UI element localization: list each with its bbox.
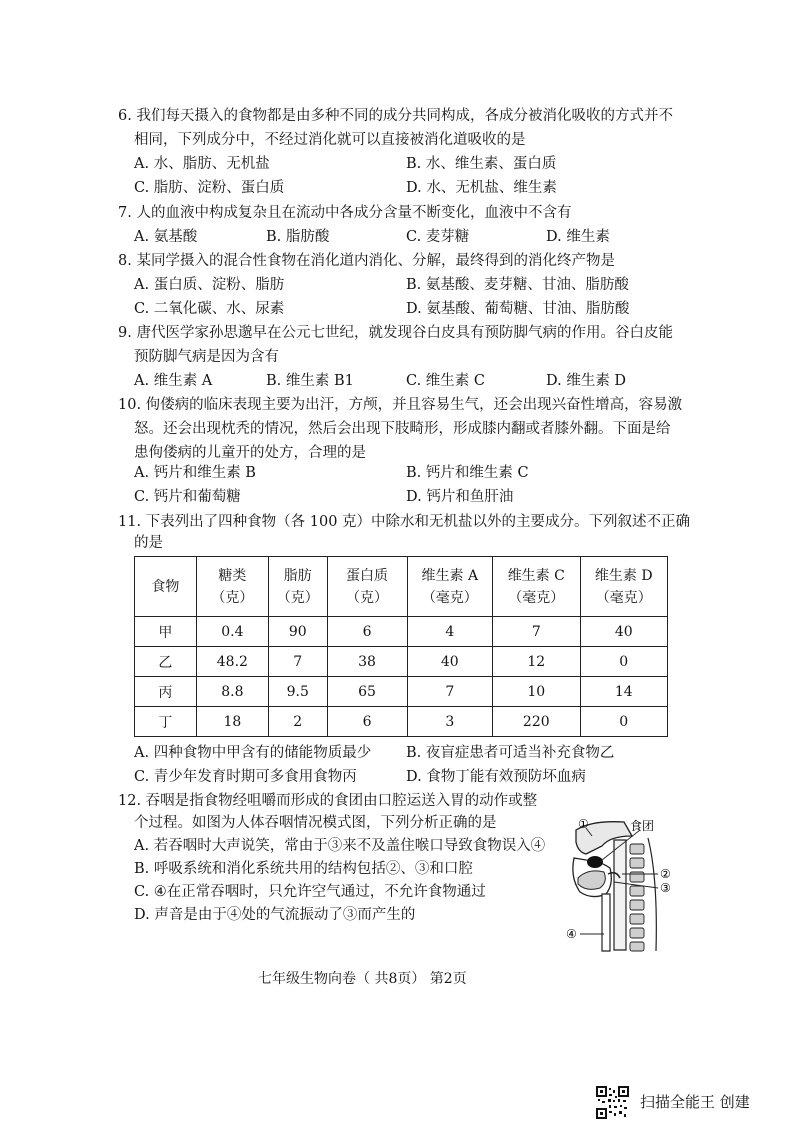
q11-option-d: D. 食物丁能有效预防坏血病 [406, 769, 586, 785]
qr-code-icon [596, 1086, 629, 1119]
table-cell: 220 [493, 707, 580, 737]
q6-stem-line1: 6. 我们每天摄入的食物都是由多种不同的成分共同构成，各成分被消化吸收的方式并不 [118, 108, 673, 124]
q8-option-b: B. 氨基酸、麦芽糖、甘油、脂肪酸 [406, 277, 629, 293]
table-cell: 8.8 [196, 677, 268, 707]
q12-option-a: A. 若吞咽时大声说笑，常由于③来不及盖住喉口导致食物误入④ [134, 838, 546, 854]
table-cell: 14 [580, 677, 668, 707]
q7-option-a: A. 氨基酸 [134, 229, 198, 245]
q11-option-a: A. 四种食物中甲含有的储能物质最少 [134, 745, 372, 761]
table-header-cell: 维生素 A （毫克） [407, 557, 493, 617]
q11-stem-line2: 的是 [134, 535, 163, 551]
table-cell: 0.4 [196, 617, 268, 647]
q7-option-b: B. 脂肪酸 [266, 229, 330, 245]
scanner-watermark: 扫描全能王 创建 [640, 1093, 750, 1111]
q7-option-d: D. 维生素 [546, 229, 610, 245]
q10-option-a: A. 钙片和维生素 B [134, 465, 256, 481]
table-cell: 乙 [135, 647, 197, 677]
vertebrae [630, 844, 644, 951]
q8-option-d: D. 氨基酸、葡萄糖、甘油、脂肪酸 [406, 301, 630, 317]
table-cell: 6 [327, 617, 407, 647]
q6-option-b: B. 水、维生素、蛋白质 [406, 156, 557, 172]
q6-option-c: C. 脂肪、淀粉、蛋白质 [134, 180, 285, 196]
q12-option-c: C. ④在正常吞咽时，只允许空气通过，不允许食物通过 [134, 884, 486, 900]
q10-stem-line1: 10. 佝偻病的临床表现主要为出汗，方颅，并且容易生气，还会出现兴奋性增高，容易激 [118, 397, 683, 413]
table-cell: 丙 [135, 677, 197, 707]
table-cell: 4 [407, 617, 493, 647]
food-composition-table [134, 556, 668, 737]
q10-option-b: B. 钙片和维生素 C [406, 465, 529, 481]
table-cell: 10 [493, 677, 580, 707]
table-header-cell: 食物 [135, 557, 197, 617]
q9-option-c: C. 维生素 C [406, 373, 485, 389]
q6-stem-line2: 相同，下列成分中，不经过消化就可以直接被消化道吸收的是 [134, 132, 526, 148]
table-cell: 65 [327, 677, 407, 707]
q11-option-c: C. 青少年发育时期可多食用食物丙 [134, 769, 357, 785]
table-cell: 90 [268, 617, 327, 647]
q9-option-d: D. 维生素 D [546, 373, 627, 389]
table-cell: 18 [196, 707, 268, 737]
q9-stem-line2: 预防脚气病是因为含有 [134, 349, 279, 365]
trachea-shape [602, 894, 610, 951]
table-cell: 甲 [135, 617, 197, 647]
table-cell: 0 [580, 647, 668, 677]
table-header-cell: 脂肪 （克） [268, 557, 327, 617]
q7-option-c: C. 麦芽糖 [406, 229, 470, 245]
q7-stem-line1: 7. 人的血液中构成复杂且在流动中各成分含量不断变化，血液中不含有 [118, 205, 572, 221]
q12-stem-line2: 个过程。如图为人体吞咽情况模式图，下列分析正确的是 [134, 815, 497, 831]
pharynx-shape [614, 840, 626, 950]
q11-stem-line1: 11. 下表列出了四种食物（各 100 克）中除水和无机盐以外的主要成分。下列叙述不正确 [118, 514, 691, 530]
figure-label-1: ① [578, 818, 589, 831]
q9-option-b: B. 维生素 B1 [266, 373, 354, 389]
q10-option-d: D. 钙片和鱼肝油 [406, 489, 514, 505]
table-cell: 40 [580, 617, 668, 647]
figure-label-2: ② [660, 867, 671, 881]
food-bolus [587, 856, 603, 868]
table-header-row [135, 557, 668, 617]
table-header-cell: 维生素 D （毫克） [580, 557, 668, 617]
table-cell: 0 [580, 707, 668, 737]
q12-option-d: D. 声音是由于④处的气流振动了③而产生的 [134, 907, 416, 923]
page-footer: 七年级生物向卷（ 共8页） 第2页 [258, 971, 467, 987]
table-row [135, 707, 668, 737]
figure-label-4: ④ [566, 927, 577, 941]
swallowing-diagram [562, 818, 686, 952]
q12-option-b: B. 呼吸系统和消化系统共用的结构包括②、③和口腔 [134, 861, 473, 877]
table-cell: 丁 [135, 707, 197, 737]
table-cell: 7 [407, 677, 493, 707]
table-header-cell: 维生素 C （毫克） [493, 557, 580, 617]
table-row [135, 617, 668, 647]
table-cell: 2 [268, 707, 327, 737]
table-cell: 40 [407, 647, 493, 677]
q6-option-a: A. 水、脂肪、无机盐 [134, 156, 270, 172]
table-cell: 7 [493, 617, 580, 647]
table-cell: 3 [407, 707, 493, 737]
table-row [135, 677, 668, 707]
table-header-cell: 蛋白质 （克） [327, 557, 407, 617]
q12-stem-line1: 12. 吞咽是指食物经咀嚼而形成的食团由口腔运送入胃的动作或整 [118, 793, 538, 809]
table-cell: 38 [327, 647, 407, 677]
table-cell: 6 [327, 707, 407, 737]
table-cell: 12 [493, 647, 580, 677]
table-cell: 7 [268, 647, 327, 677]
q8-option-c: C. 二氧化碳、水、尿素 [134, 301, 285, 317]
table-header-cell: 糖类 （克） [196, 557, 268, 617]
q8-stem-line1: 8. 某同学摄入的混合性食物在消化道内消化、分解，最终得到的消化终产物是 [118, 253, 615, 269]
q9-stem-line1: 9. 唐代医学家孙思邈早在公元七世纪，就发现谷白皮具有预防脚气病的作用。谷白皮能 [118, 325, 673, 341]
q10-stem-line2: 怒。还会出现枕秃的情况，然后会出现下肢畸形，形成膝内翻或者膝外翻。下面是给 [134, 421, 671, 437]
food-bolus-label: 食团 [630, 819, 655, 833]
table-cell: 48.2 [196, 647, 268, 677]
q8-option-a: A. 蛋白质、淀粉、脂肪 [134, 277, 285, 293]
q10-stem-line3: 患佝偻病的儿童开的处方，合理的是 [134, 445, 366, 461]
figure-label-3: ③ [660, 881, 671, 895]
q10-option-c: C. 钙片和葡萄糖 [134, 489, 241, 505]
q9-option-a: A. 维生素 A [134, 373, 213, 389]
table-cell: 9.5 [268, 677, 327, 707]
table-row [135, 647, 668, 677]
q6-option-d: D. 水、无机盐、维生素 [406, 180, 557, 196]
q11-option-b: B. 夜盲症患者可适当补充食物乙 [406, 745, 615, 761]
